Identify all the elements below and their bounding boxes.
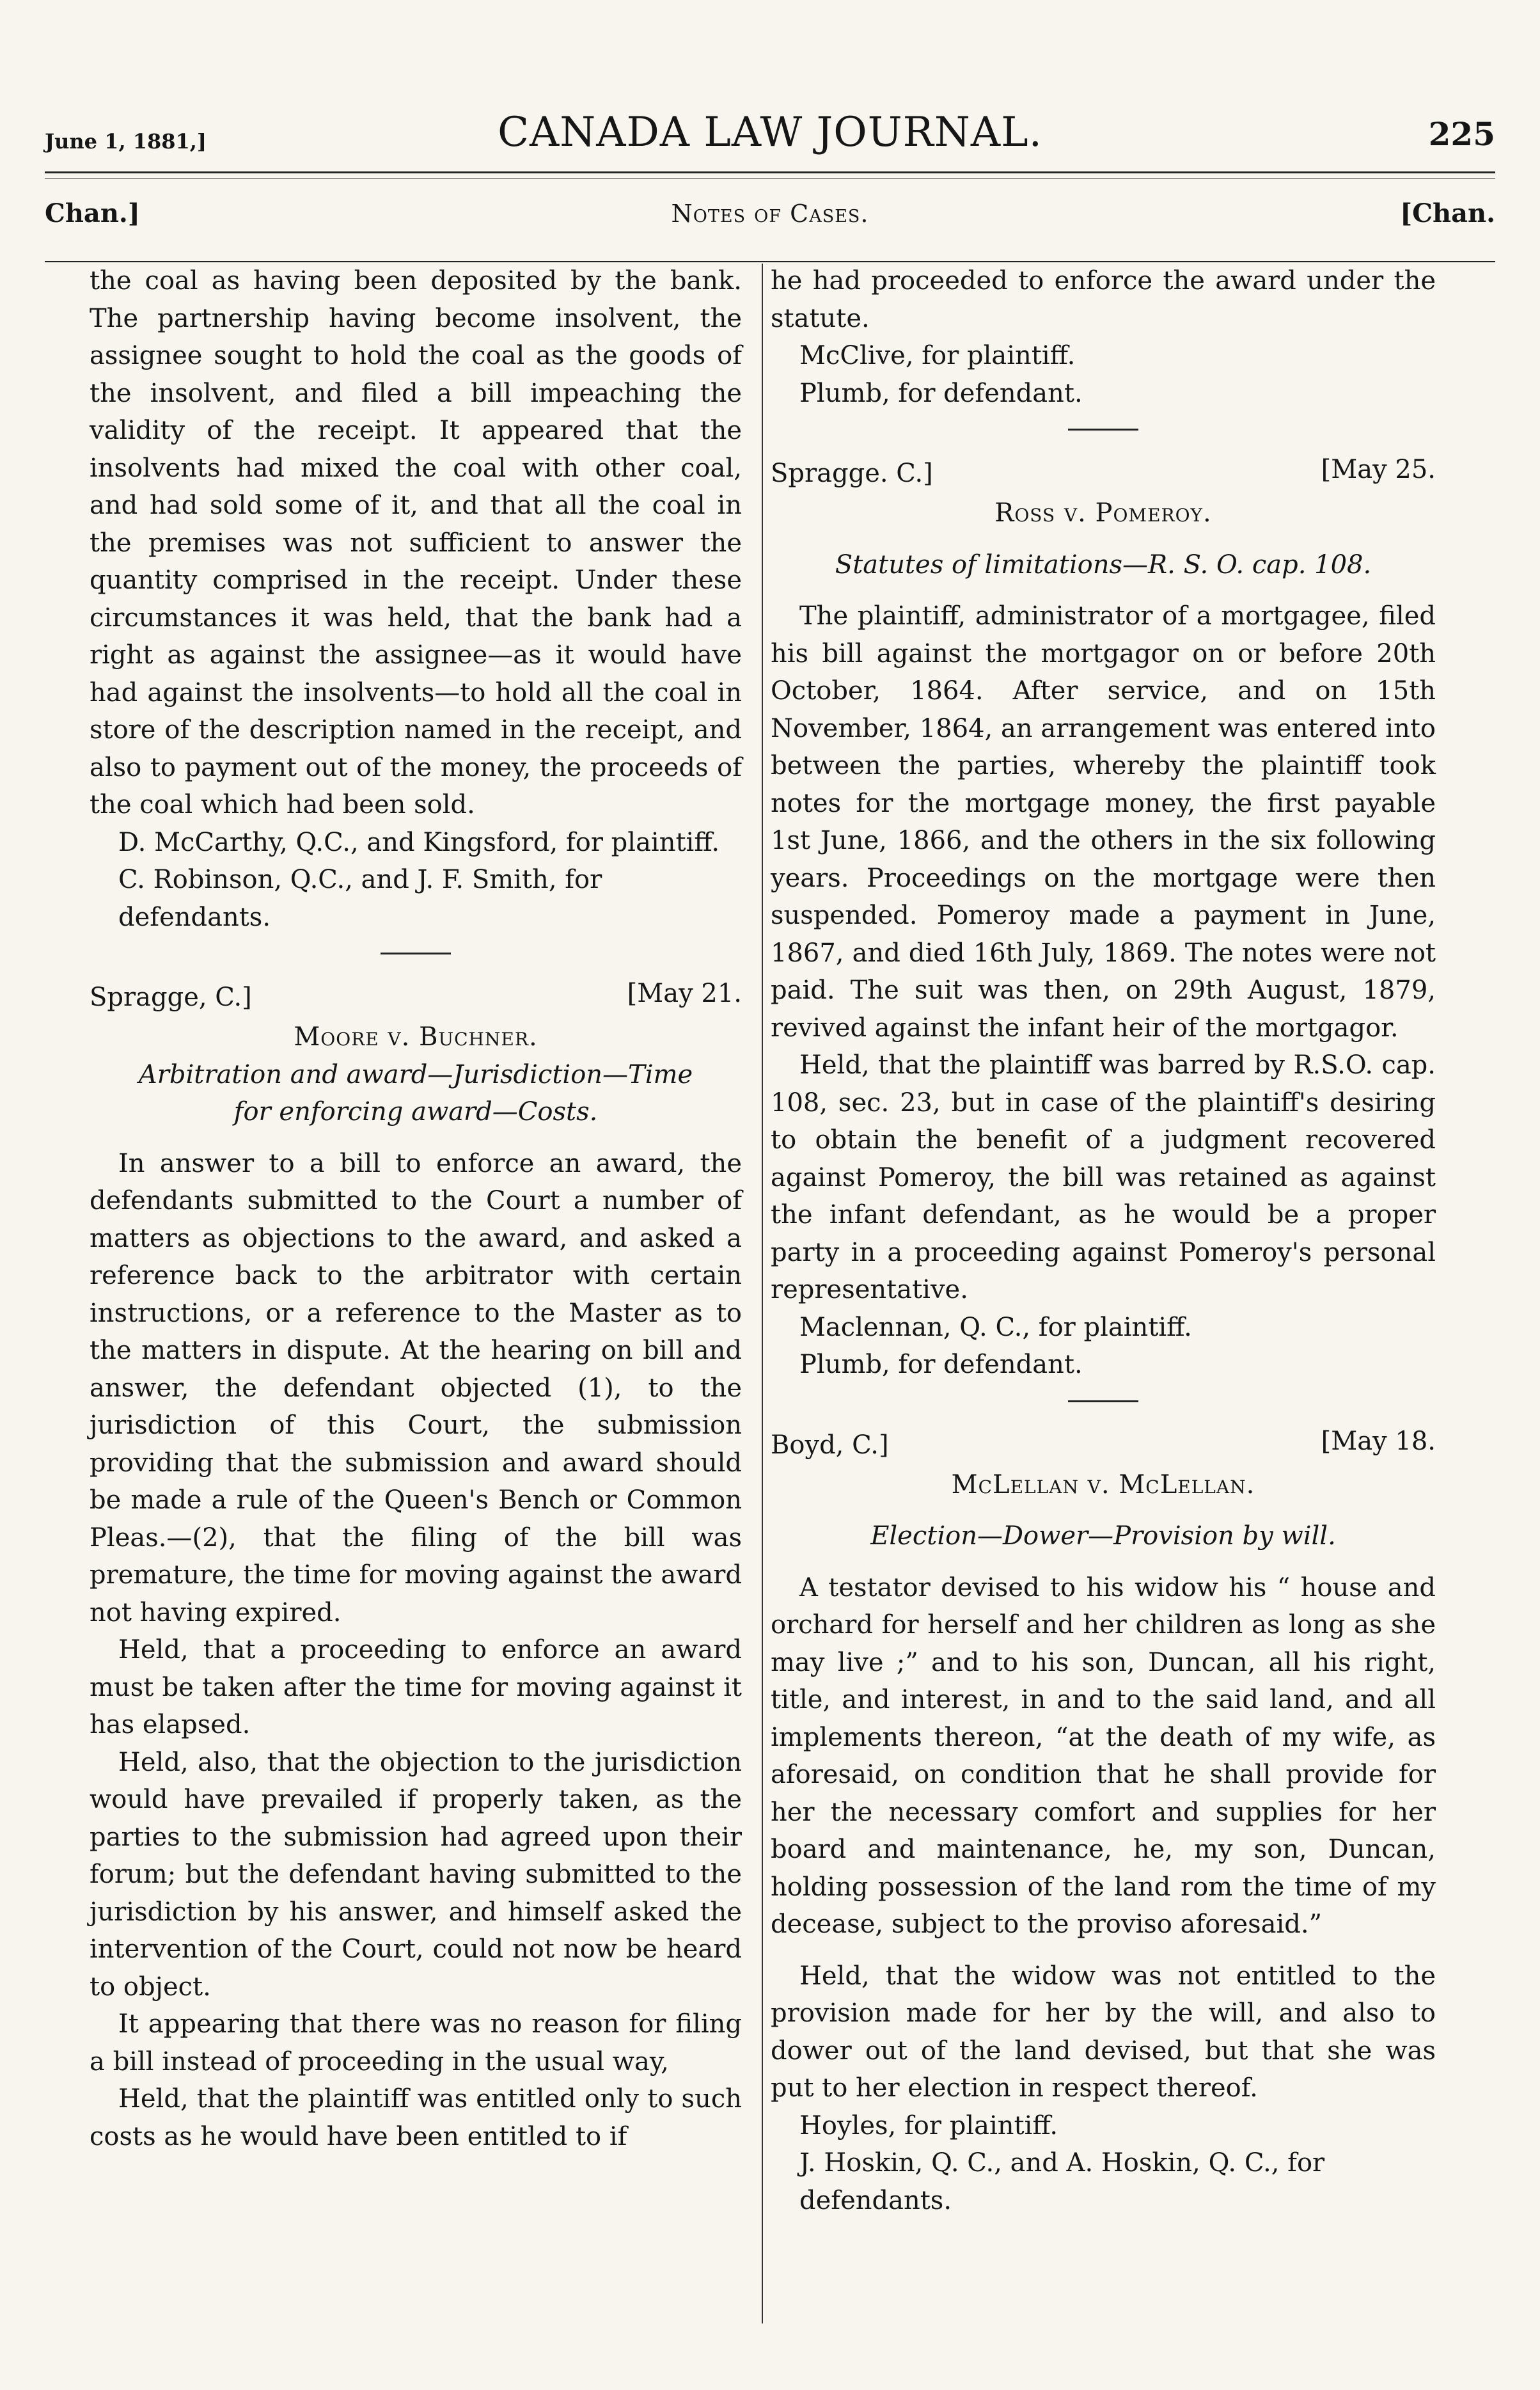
case-date: [May 25. <box>1321 455 1436 484</box>
case-date: [May 21. <box>627 979 742 1008</box>
case-separator <box>1068 1400 1138 1402</box>
continued-paragraph: the coal as having been deposited by the bank. The partnership having become insolvent, the assignee sought to hold the coal as the goods of the insolvent, and filed a bill impeaching the validity of the receipt. It appeared that the insolvents had mixed the coal with other coal, and had sold some of it, and that all the coal in the premises was not sufficient to answer the quantity comprised in the receipt. Under these circumstances it was held, that the bank had a right as against the assignee—as it would have had against the insolvents—to hold all the coal in store of the description named in the receipt, and also to payment out of the money, the proceeds of the coal which had been sold. <box>90 266 742 819</box>
case-court: Boyd, C.] <box>771 1430 889 1460</box>
case-holding: Held, that the plaintiff was barred by R.S.O. cap. 108, sec. 23, but in case of the plaintiff's desiring to obtain the benefit of a judgment recovered against Pomeroy, the bill was retained as against the infant defendant, as he would be a proper party in a proceeding against Pomeroy's personal representative. <box>771 1050 1436 1304</box>
case-holding: Held, that a proceeding to enforce an award must be taken after the time for moving against it has elapsed. <box>90 1635 742 1739</box>
case-date: [May 18. <box>1321 1426 1436 1456</box>
case-separator <box>1068 429 1138 431</box>
case-paragraph: The plaintiff, administrator of a mortgagee, filed his bill against the mortgagor on or before 20th October, 1864. After service, and on 15th November, 1864, an arrangement was entered into between the parties, whereby the plaintiff took notes for the mortgage money, the first payable 1st June, 1866, and the others in the six following years. Proceedings on the mortgage were then suspended. Pomeroy made a payment in June, 1867, and died 16th July, 1869. The notes were not paid. The suit was then, on 29th August, 1879, revived against the infant heir of the mortgagor. <box>771 601 1436 1043</box>
counsel-defendants: J. Hoskin, Q. C., and A. Hoskin, Q. C., for defendants. <box>799 2148 1325 2215</box>
counsel-defendant: Plumb, for defendant. <box>799 378 1083 408</box>
section-court-left: Chan.] <box>45 198 140 228</box>
counsel-defendants: C. Robinson, Q.C., and J. F. Smith, for defendants. <box>118 865 602 932</box>
case-court: Spragge, C.] <box>90 983 252 1012</box>
case-holding: Held, that the plaintiff was entitled only to such costs as he would have been entitled to if <box>90 2084 742 2151</box>
case-paragraph: In answer to a bill to enforce an award, the defendants submitted to the Court a number of matters as objections to the award, and asked a reference back to the arbitrator with certain instructions, or a reference to the Master as to the matters in dispute. At the hearing on bill and answer, the defendant objected (1), to the jurisdiction of this Court, the submission providing that the submission and award should be made a rule of the Queen's Bench or Common Pleas.—(2), that the filing of the bill was premature, the time for moving against the award not having expired. <box>90 1148 742 1627</box>
section-title: Notes of Cases. <box>671 200 869 228</box>
page-number: 225 <box>1428 115 1495 153</box>
case-court-row <box>771 1427 1436 1466</box>
header-rule-thick <box>45 171 1495 173</box>
running-head <box>45 96 1495 166</box>
case-court-row <box>771 455 1436 495</box>
case-court-row <box>90 979 742 1018</box>
right-column <box>771 262 1436 2219</box>
case-title: McLellan v. McLellan. <box>951 1469 1255 1500</box>
continued-paragraph: he had proceeded to enforce the award under the statute. <box>771 266 1436 333</box>
counsel-defendant: Plumb, for defendant. <box>799 1350 1083 1379</box>
journal-title: CANADA LAW JOURNAL. <box>498 109 1042 156</box>
counsel-plaintiff: Maclennan, Q. C., for plaintiff. <box>799 1312 1192 1342</box>
case-keywords: Statutes of limitations—R. S. O. cap. 108. <box>835 550 1372 580</box>
case-holding: Held, that the widow was not entitled to the provision made for her by the will, and also to dower out of the land devised, but that she was put to her election in respect thereof. <box>771 1961 1436 2103</box>
case-keywords: Election—Dower—Provision by will. <box>870 1521 1336 1551</box>
section-court-right: [Chan. <box>1400 198 1495 228</box>
column-divider <box>762 264 763 2323</box>
case-court: Spragge. C.] <box>771 459 933 488</box>
counsel-plaintiff: Hoyles, for plaintiff. <box>799 2110 1058 2141</box>
case-separator <box>381 953 451 954</box>
issue-date: June 1, 1881,] <box>45 129 207 154</box>
left-column <box>90 262 742 2155</box>
case-keywords-cont: for enforcing award—Costs. <box>233 1097 598 1127</box>
case-holding: Held, also, that the objection to the jurisdiction would have prevailed if properly taken, as the parties to the submission had agreed upon their forum; but the defendant having submitted to the jurisdiction by his answer, and himself asked the intervention of the Court, could not now be heard to object. <box>90 1747 742 2002</box>
section-head <box>45 192 1495 243</box>
counsel-plaintiff: McClive, for plaintiff. <box>799 341 1076 370</box>
case-paragraph: A testator devised to his widow his “ house and orchard for herself and her children as long as she may live ;” and to his son, Duncan, all his right, title, and interest, in and to the said land, and all implements thereon, “at the death of my wife, as aforesaid, on condition that he shall provide for her the necessary comfort and supplies for her board and maintenance, he, my son, Duncan, holding possession of the land rom the time of my decease, subject to the proviso aforesaid.” <box>771 1572 1436 1939</box>
case-title: Ross v. Pomeroy. <box>994 498 1212 528</box>
case-keywords: Arbitration and award—Jurisdiction—Time <box>138 1059 693 1089</box>
case-title: Moore v. Buchner. <box>294 1022 538 1052</box>
case-paragraph: It appearing that there was no reason for filing a bill instead of proceeding in the usual way, <box>90 2009 742 2077</box>
counsel-plaintiff: D. McCarthy, Q.C., and Kingsford, for plaintiff. <box>118 827 720 857</box>
